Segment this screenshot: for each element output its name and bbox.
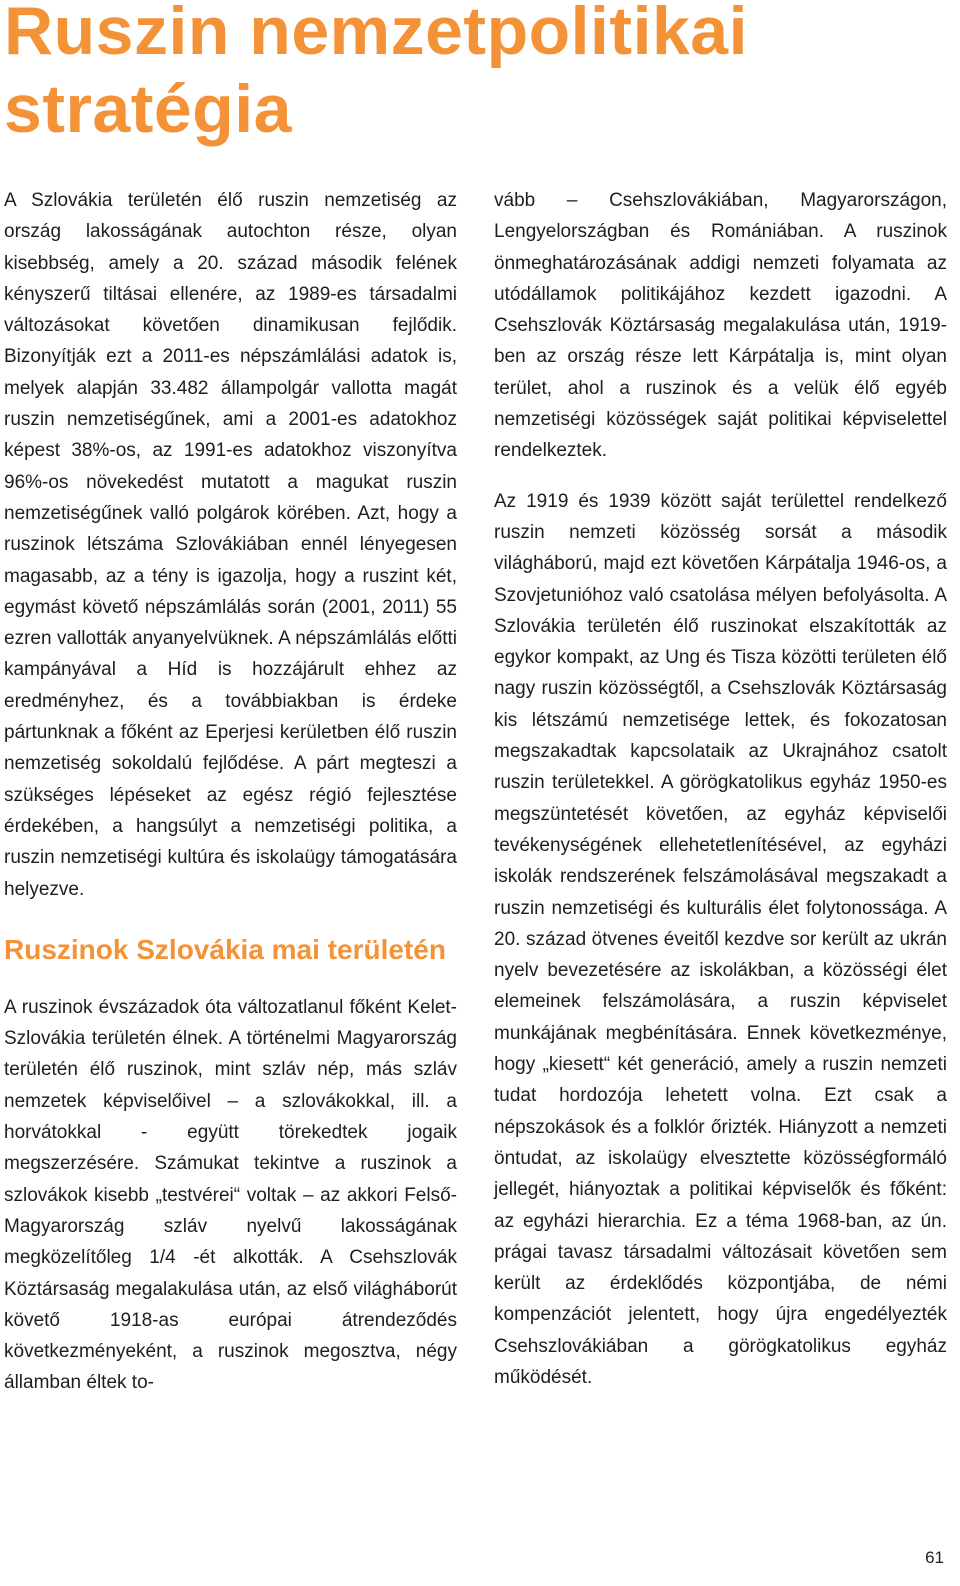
page-number: 61 [925,1548,944,1567]
section-heading: Ruszinok Szlovákia mai területén [4,933,446,965]
page-title: Ruszin nemzetpolitikai stratégia [4,0,748,147]
intro-paragraph: A Szlovákia területén élő ruszin nemzetiség az ország lakosságának autochton része, olyan kisebbség, amely a 20. század második felének kényszerű tiltásai ellenére, az 1989-es társadalmi változásokat követően dinamikusan fejlődik. Bizonyítják ezt a 2011-es népszámlálási adatok is, melyek alapján 33.482 állampolgár vallotta magát ruszin nemzetiségűnek, ami a 2001-es adatokhoz képest 38%-os, az 1991-es adatokhoz viszonyítva 96%-os növekedést mutatott a magukat ruszin nemzetiségűnek valló polgárok körében. Azt, hogy a ruszinok létszáma Szlovákiában ennél lényegesen magasabb, az a tény is igazolja, hogy a ruszint két, egymást követő népszámlálás során (2001, 2011) 55 ezren vallották anyanyelvüknek. A népszámlálás előtti kampányával a Híd is hozzájárult ehhez az eredményhez, és a továbbiakban is érdeke pártunknak a főként az Eperjesi kerületben élő ruszin nemzetiség sokoldalú fejlődése. A párt megteszi a szükséges lépéseket az egész régió fejlesztése érdekében, a hangsúlyt a nemzetiségi politika, a ruszin nemzetiségi kultúra és iskolaügy támogatására helyezve. [4,190,457,900]
postwar-paragraph: Az 1919 és 1939 között saját területtel rendelkező ruszin nemzeti közösség sorsát a második világháború, majd ezt követően Kárpátalja 1946-os, a Szovjetunióhoz való csatolása mélyen befolyásolta. A Szlovákia területén élő ruszinokat elszakították az egykor kompakt, az Ung és Tisza közötti területen élő nagy ruszin közösségtől, a Csehszlovák Köztársaság kis létszámú nemzetisége lettek, és fokozatosan megszakadtak kapcsolataik az Ukrajnához csatolt ruszin területekkel. A görögkatolikus egyház 1950-es megszüntetését követően, az egyház képviselői tevékenységének ellehetetlenítésével, az egyházi iskolák rendszerének felszámolásával megszakadt a ruszin nemzetiségi és kulturális élet folytonossága. A 20. század ötvenes éveitől kezdve sor került az ukrán nyelv bevezetésére az iskolákban, a közösségi élet elemeinek felszámolására, a ruszin képviselet munkájának megbénítására. Ennek következménye, hogy „kiesett“ két generáció, amely a ruszin nemzeti tudat hordozója lehetett volna. Ezt csak a népszokások és a folklór őrizték. Hiányzott a nemzeti öntudat, az iskolaügy elvesztette közösségformáló jellegét, hiányoztak a politikai képviselők és főként: az egyházi hierarchia. Ez a téma 1968-ban, az ún. prágai tavasz társadalmi változásait követően sem került az érdeklődés központjába, de némi kompenzációt jelentett, hogy újra engedélyezték Csehszlovákiában a görögkatolikus egyház működését. [494,490,947,1388]
right-column [494,185,947,1393]
history-paragraph: A ruszinok évszázadok óta változatlanul főként Kelet-Szlovákia területén élnek. A történelmi Magyarország területén élő ruszinok, mint szláv nép, más szláv nemzetek képviselőivel – a szlovákokkal, ill. a horvátokkal - együtt törekedtek jogaik megszerzésére. Számukat tekintve a ruszinok a szlovákok kisebb „testvérei“ voltak – az akkori Felső-Magyarország szláv nyelvű lakosságának megközelítőleg 1/4 -ét alkották. A Csehszlovák Köztársaság megalakulása után, az első világháborút követő 1918-as európai átrendeződés következményeként, a ruszinok megosztva, négy államban éltek to- [4,996,457,1394]
left-column [4,185,457,1399]
continuation-paragraph: vább – Csehszlovákiában, Magyarországon, Lengyelországban és Romániában. A ruszinok önmeghatározásának addigi nemzeti folyamata az utódállamok politikájához kezdett igazodni. A Csehszlovák Köztársaság megalakulása után, 1919-ben az ország része lett Kárpátalja is, mint olyan terület, ahol a ruszinok és a velük élő egyéb nemzetiségi közösségek saját politikai képviselettel rendelkeztek. [494,190,947,462]
